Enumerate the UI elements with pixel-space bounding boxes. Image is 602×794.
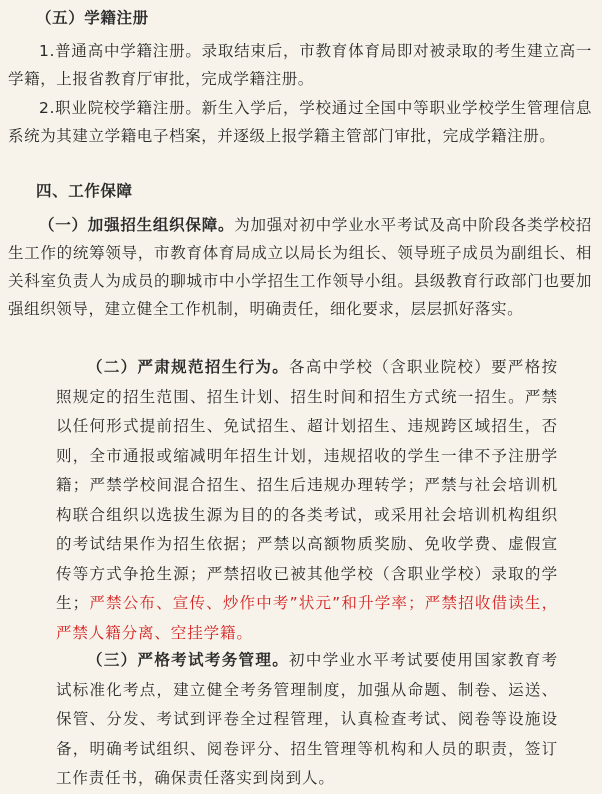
highlight-red-prohibitions: 严禁公布、宣传、炒作中考”状元”和升学率；严禁招收借读生，严禁人籍分离、空挂学籍。 (56, 594, 558, 642)
paragraph-organization-guarantee (8, 211, 592, 323)
paragraph-enrollment-conduct (56, 353, 558, 648)
paragraph-exam-management (56, 646, 558, 794)
item-title-exam-management: （三）严格考试考务管理。 (87, 651, 290, 669)
item-body-enrollment-conduct: 各高中学校（含职业院校）要严格按照规定的招生范围、招生计划、招生时间和招生方式统一招生。严禁以任何形式提前招生、免试招生、超计划招生、违规跨区域招生，否则，全市通报或缩减明年招生计划，违规招收的学生一律不予注册学籍；严禁学校间混合招生、招生后违规办理转学；严禁与社会培训机构联合组织以选拔生源为目的的各类考试，或采用社会培训机构组织的考试结果作为招生依据；严禁以高额物质奖励、免收学费、虚假宣传等方式争抢生源；严禁招收已被其他学校（含职业学校）录取的学生； (56, 358, 558, 612)
paragraph-vocational-registration: 2.职业院校学籍注册。新生入学后，学校通过全国中等职业学校学生管理信息系统为其建立学籍电子档案，并逐级上报学籍主管部门审批，完成学籍注册。 (8, 99, 592, 145)
section-heading-work-guarantee: 四、工作保障 (36, 182, 133, 200)
section-heading-student-registration: （五）学籍注册 (36, 9, 149, 27)
item-body-exam-management: 初中学业水平考试要使用国家教育考试标准化考点，建立健全考务管理制度，加强从命题、制卷、运送、保管、分发、考试到评卷全过程管理，认真检查考试、阅卷等设施设备，明确考试组织、阅卷评分、招生管理等机构和人员的职责，签订工作责任书，确保责任落实到岗到人。 (56, 651, 558, 787)
paragraph-high-school-registration: 1.普通高中学籍注册。录取结束后，市教育体育局即对被录取的考生建立高一学籍，上报省教育厅审批，完成学籍注册。 (8, 42, 592, 88)
item-title-enrollment-conduct: （二）严肃规范招生行为。 (87, 358, 290, 376)
item-body-organization: 为加强对初中学业水平考试及高中阶段各类学校招生工作的统筹领导，市教育体育局成立以局长为组长、领导班子成员为副组长、相关科室负责人为成员的聊城市中小学招生工作领导小组。县级教育行政部门也要加强组织领导，建立健全工作机制，明确责任，细化要求，层层抓好落实。 (8, 216, 593, 318)
item-title-organization: （一）加强招生组织保障。 (39, 216, 235, 234)
